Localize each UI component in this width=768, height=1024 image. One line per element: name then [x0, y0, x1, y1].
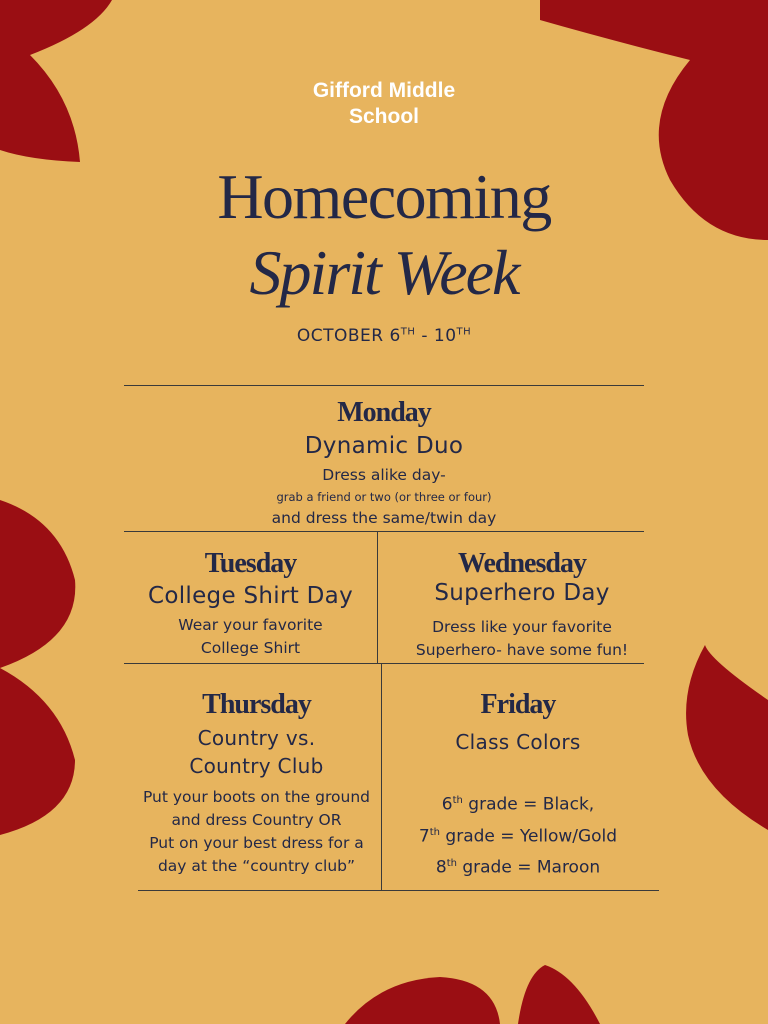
date-end-suffix: TH [456, 326, 472, 338]
monday-heading: Monday [337, 397, 431, 428]
friday-grade-7 [382, 819, 654, 851]
divider-bottom [138, 890, 659, 891]
friday-theme: Class Colors [455, 730, 581, 754]
friday-heading: Friday [480, 689, 556, 720]
tuesday-block [124, 548, 377, 660]
petal-bottom-center [345, 977, 500, 1024]
date-range [0, 326, 768, 346]
tuesday-desc-line1: Wear your favorite [178, 616, 323, 634]
petal-bottom-right [518, 965, 600, 1024]
wednesday-heading: Wednesday [458, 548, 586, 579]
wednesday-desc-line2: Superhero- have some fun! [415, 641, 629, 659]
thursday-theme-line1: Country vs. [197, 726, 316, 750]
thursday-desc-line2: and dress Country OR [171, 811, 342, 829]
petal-left-middle [0, 500, 75, 668]
grade-7-number: 7 [418, 826, 430, 847]
tuesday-desc-line2: College Shirt [200, 639, 301, 657]
date-end: - 10 [415, 326, 457, 346]
thursday-block [124, 689, 389, 878]
grade-7-text: grade = Yellow/Gold [440, 826, 618, 847]
date-start-suffix: TH [400, 326, 416, 338]
monday-block [124, 397, 644, 530]
divider-after-monday [124, 531, 644, 532]
divider-top [124, 385, 644, 386]
petal-left-lower [0, 668, 75, 835]
grade-8-suffix: th [446, 858, 457, 870]
thursday-theme-line2: Country Club [189, 754, 324, 778]
friday-grade-6 [382, 787, 654, 819]
date-start: OCTOBER 6 [296, 326, 401, 346]
grade-6-text: grade = Black, [462, 794, 595, 815]
tuesday-heading: Tuesday [204, 548, 297, 579]
wednesday-desc-line1: Dress like your favorite [432, 618, 612, 636]
friday-block [382, 689, 654, 882]
tuesday-theme: College Shirt Day [148, 583, 353, 609]
divider-vertical-upper [377, 531, 378, 663]
grade-8-number: 8 [435, 857, 447, 878]
divider-after-tuesday [124, 663, 644, 664]
wednesday-theme: Superhero Day [434, 580, 610, 606]
school-name-line1: Gifford Middle [312, 79, 456, 102]
petal-right-lower [686, 645, 768, 830]
grade-6-suffix: th [452, 795, 463, 806]
title-homecoming: Homecoming [217, 161, 551, 232]
thursday-desc-line3: Put on your best dress for a [149, 834, 364, 852]
monday-desc-line2: grab a friend or two (or three or four) [276, 490, 492, 504]
school-name-line2: School [348, 105, 419, 128]
grade-8-text: grade = Maroon [456, 857, 601, 878]
thursday-desc-line4: day at the “country club” [157, 857, 356, 875]
thursday-heading: Thursday [202, 689, 311, 720]
grade-7-suffix: th [429, 826, 441, 838]
monday-desc-line1: Dress alike day- [322, 466, 446, 484]
friday-spacer [382, 756, 654, 787]
friday-grade-8 [382, 850, 654, 882]
monday-desc-line3: and dress the same/twin day [271, 509, 497, 527]
thursday-desc-line1: Put your boots on the ground [142, 788, 370, 806]
title-spirit-week: Spirit Week [249, 237, 519, 308]
wednesday-block [380, 548, 664, 662]
grade-6-number: 6 [441, 794, 453, 815]
monday-theme: Dynamic Duo [304, 433, 464, 459]
